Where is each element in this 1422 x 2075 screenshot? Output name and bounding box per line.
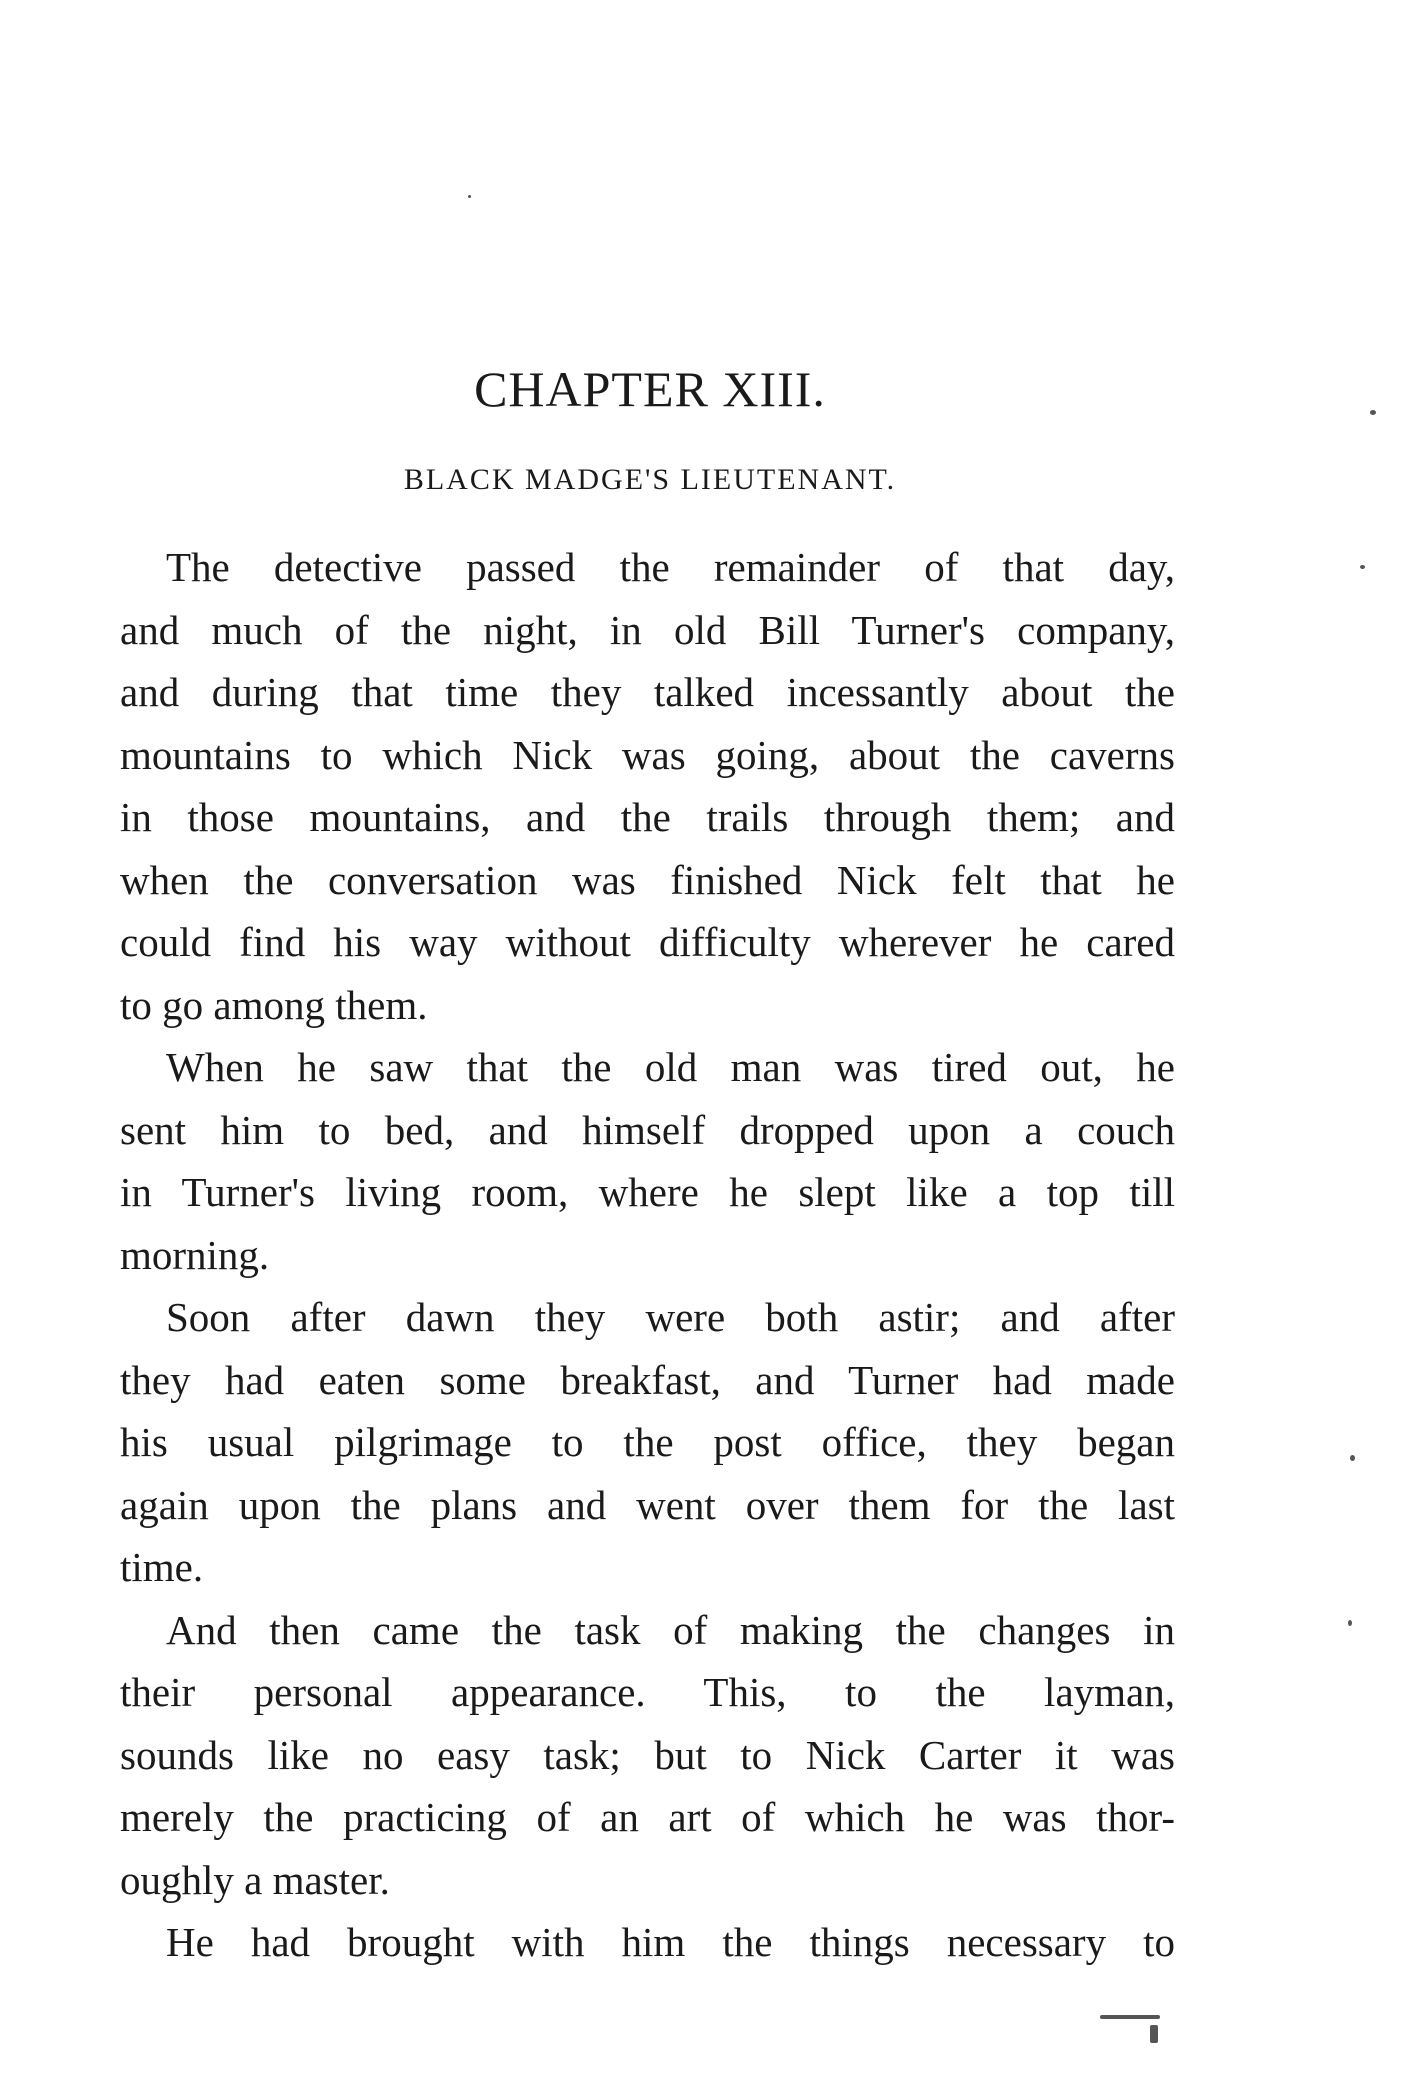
text-line: Soon after dawn they were both astir; and after xyxy=(166,1294,1175,1340)
text-line: He had brought with him the things necessary to xyxy=(166,1919,1175,1965)
text-line: when the conversation was finished Nick felt that he xyxy=(120,856,1175,903)
scan-speck xyxy=(1360,565,1365,569)
scan-speck xyxy=(1150,2025,1158,2043)
scan-speck xyxy=(1348,1620,1352,1626)
scan-speck xyxy=(468,195,471,198)
text-line: they had eaten some breakfast, and Turner had made xyxy=(120,1356,1175,1403)
text-line: The detective passed the remainder of that day, xyxy=(166,544,1175,590)
text-line: sent him to bed, and himself dropped upon a couch xyxy=(120,1106,1175,1153)
text-line: sounds like no easy task; but to Nick Carter it was xyxy=(120,1731,1175,1778)
text-line: his usual pilgrimage to the post office, they began xyxy=(120,1419,1175,1465)
text-line: When he saw that the old man was tired out, he xyxy=(166,1044,1175,1090)
text-line: in those mountains, and the trails through them; and xyxy=(120,794,1175,840)
text-line: morning. xyxy=(120,1231,270,1278)
chapter-body xyxy=(120,536,1175,1974)
text-line: could find his way without difficulty wherever he cared xyxy=(120,919,1175,965)
chapter-title: CHAPTER XIII. xyxy=(474,361,826,417)
text-line: merely the practicing of an art of which he was thor- xyxy=(120,1794,1175,1840)
paragraph-5 xyxy=(120,1911,1175,1974)
paragraph-1 xyxy=(120,536,1175,1036)
paragraph-4 xyxy=(120,1599,1175,1912)
text-line: mountains to which Nick was going, about the caverns xyxy=(120,731,1175,778)
text-line: oughly a master. xyxy=(120,1856,390,1903)
paragraph-3 xyxy=(120,1286,1175,1599)
scan-speck xyxy=(1100,2015,1160,2019)
text-line: time. xyxy=(120,1544,204,1590)
text-line: And then came the task of making the changes in xyxy=(166,1606,1175,1653)
scan-speck xyxy=(1370,410,1376,415)
text-line: again upon the plans and went over them for the last xyxy=(120,1481,1175,1528)
scan-speck xyxy=(1350,1455,1355,1461)
text-line: to go among them. xyxy=(120,981,428,1028)
text-line: in Turner's living room, where he slept like a top till xyxy=(120,1169,1175,1215)
chapter-subtitle: BLACK MADGE'S LIEUTENANT. xyxy=(403,463,897,496)
paragraph-2 xyxy=(120,1036,1175,1286)
text-line: and during that time they talked incessantly about the xyxy=(120,669,1175,715)
text-line: their personal appearance. This, to the layman, xyxy=(120,1669,1175,1715)
text-line: and much of the night, in old Bill Turner's company, xyxy=(120,606,1175,653)
